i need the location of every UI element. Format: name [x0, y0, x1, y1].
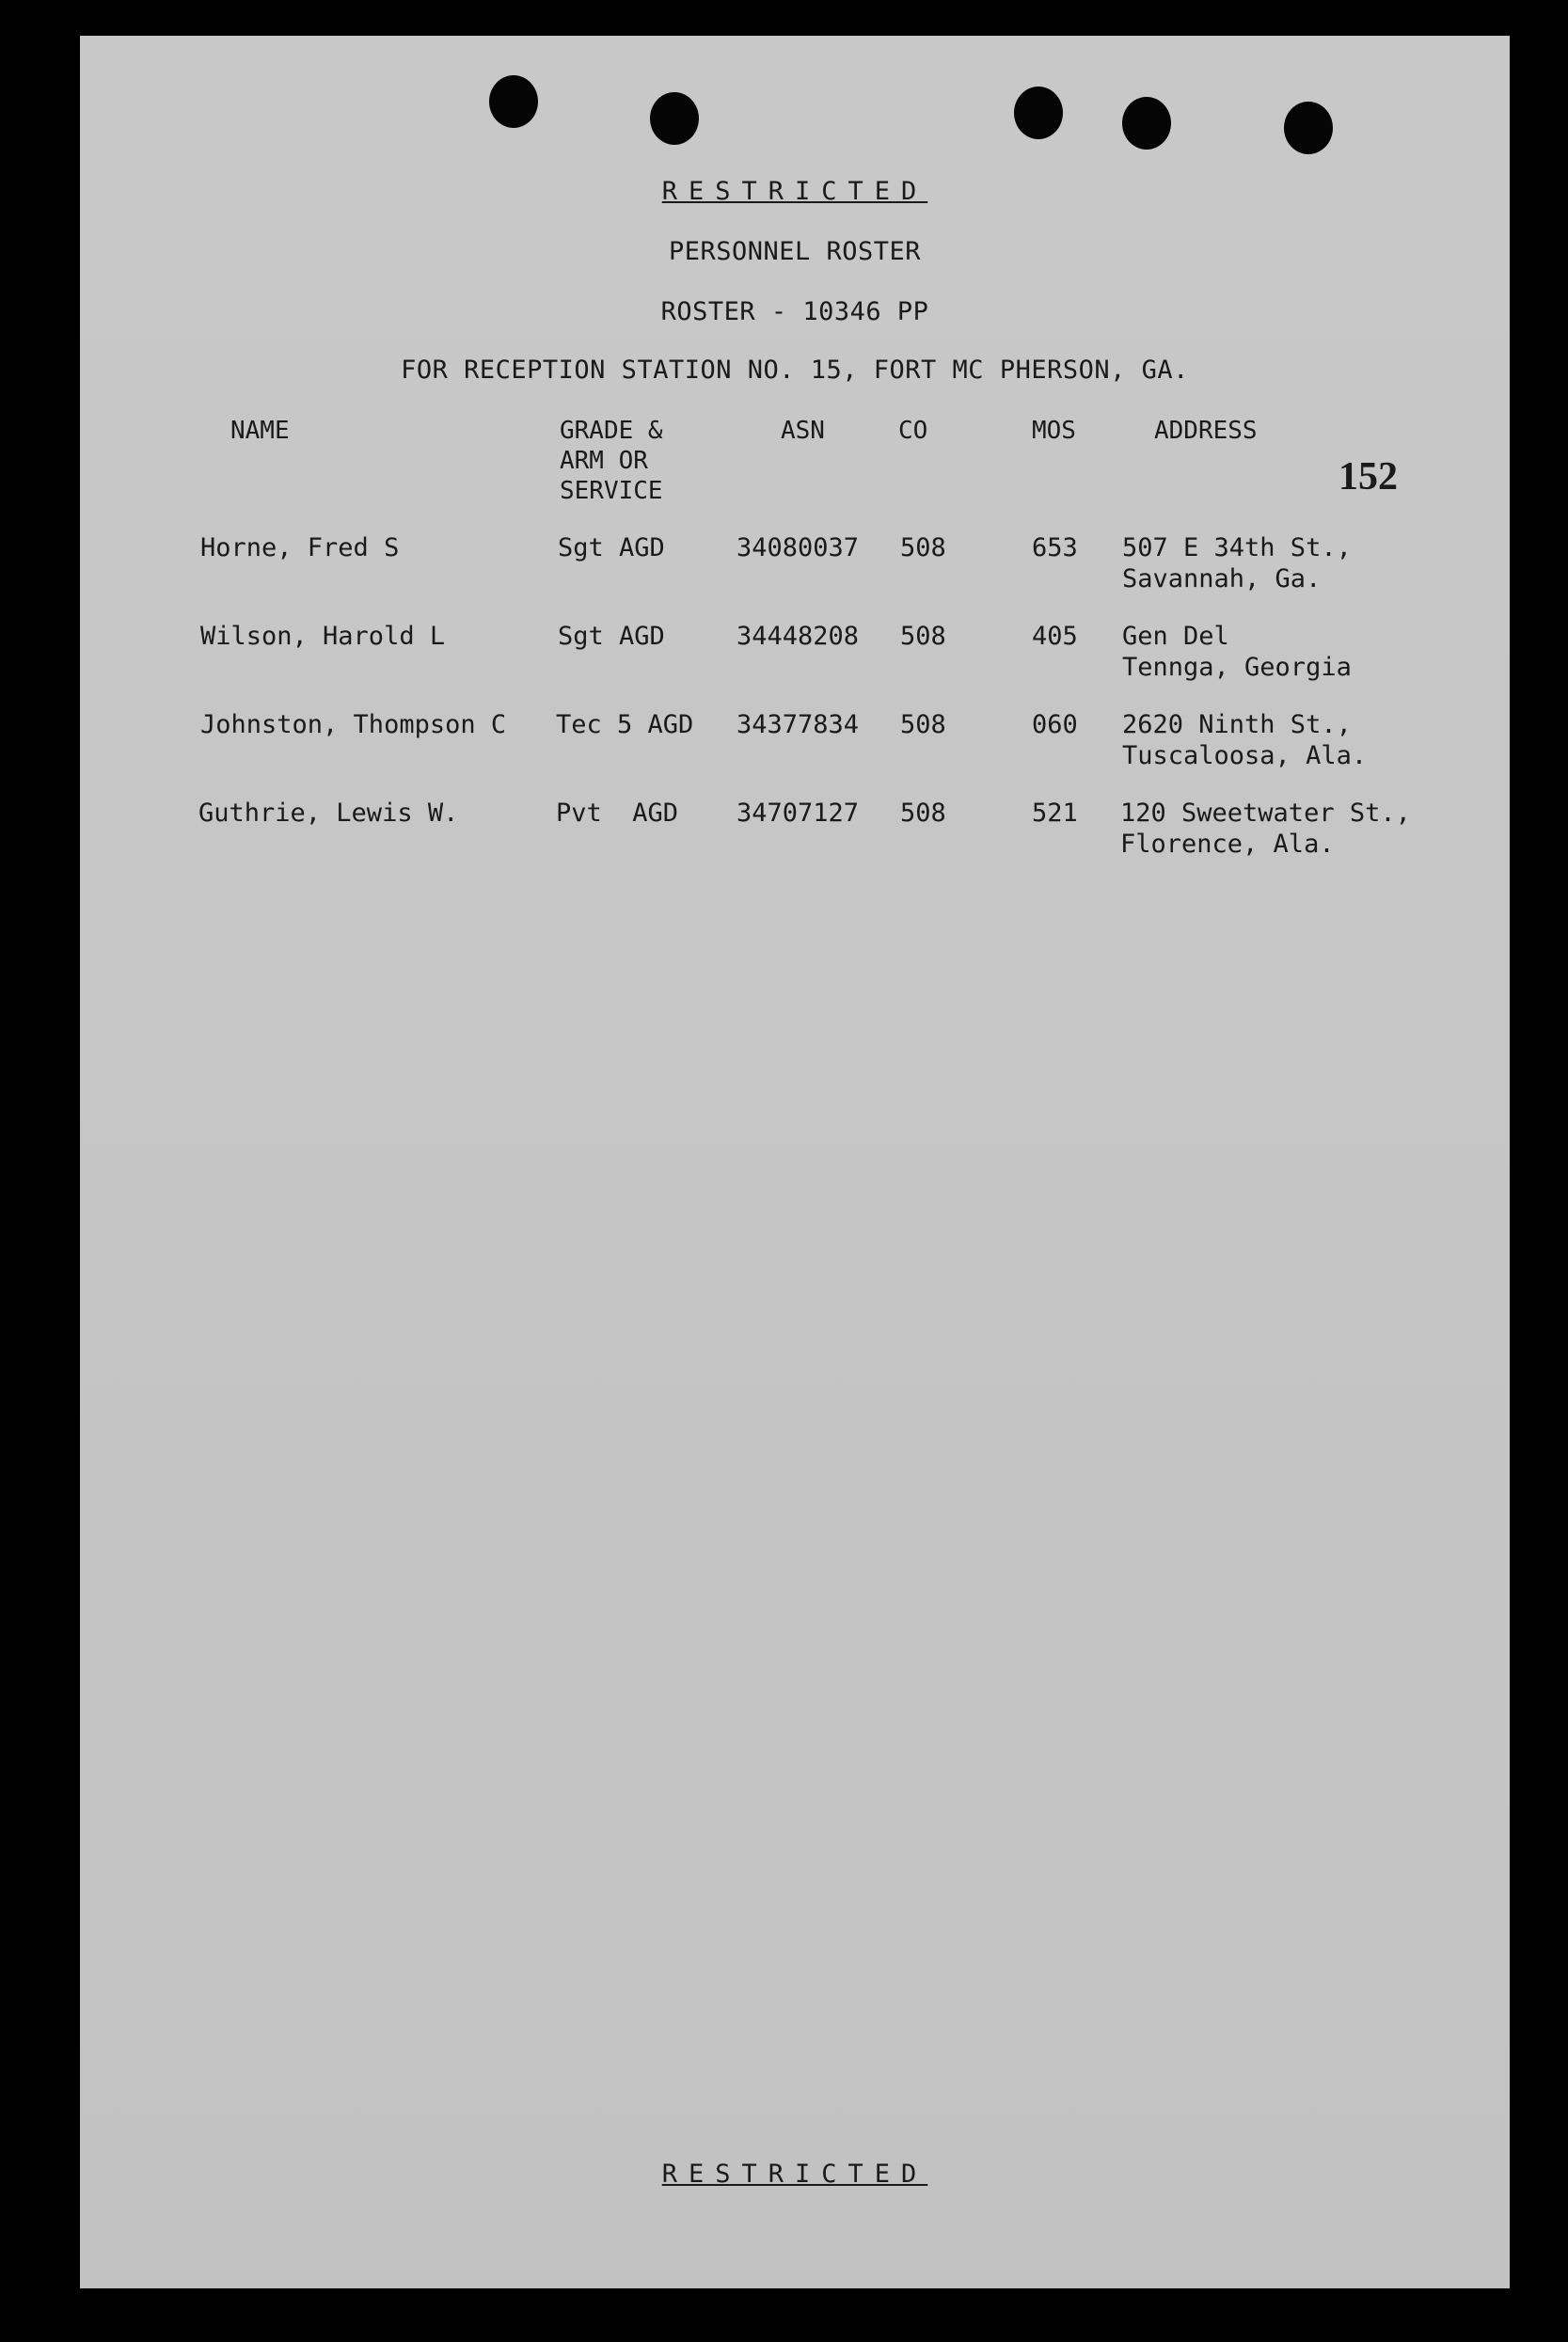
column-header-name: NAME: [230, 417, 290, 445]
cell-grade: Sgt AGD: [558, 533, 665, 562]
cell-address: 507 E 34th St., Savannah, Ga.: [1122, 533, 1352, 593]
cell-name: Johnston, Thompson C: [200, 710, 507, 739]
cell-mos: 521: [1032, 799, 1078, 828]
cell-asn: 34080037: [736, 533, 860, 562]
classification-top: RESTRICTED: [661, 177, 928, 206]
column-header-grade: GRADE & ARM OR SERVICE: [560, 417, 663, 505]
page-number: 152: [1338, 455, 1398, 498]
punch-hole: [1122, 97, 1171, 150]
column-header-address: ADDRESS: [1154, 417, 1258, 445]
table-row: [80, 798, 1510, 873]
cell-name: Guthrie, Lewis W.: [198, 799, 459, 828]
column-header-mos: MOS: [1032, 417, 1076, 445]
cell-co: 508: [900, 533, 946, 562]
table-row: [80, 621, 1510, 696]
roster-page: [80, 36, 1510, 2288]
column-header-asn: ASN: [781, 417, 825, 445]
punch-hole: [1014, 87, 1063, 139]
document-title: PERSONNEL ROSTER: [668, 237, 922, 266]
cell-co: 508: [900, 710, 946, 739]
cell-mos: 060: [1032, 710, 1078, 739]
cell-grade: Tec 5 AGD: [556, 710, 694, 739]
punch-hole: [650, 92, 699, 145]
cell-asn: 34707127: [736, 799, 860, 828]
cell-co: 508: [900, 622, 946, 651]
cell-mos: 653: [1032, 533, 1078, 562]
cell-co: 508: [900, 799, 946, 828]
cell-name: Horne, Fred S: [200, 533, 400, 562]
station-line: FOR RECEPTION STATION NO. 15, FORT MC PHERSON, GA.: [401, 356, 1189, 385]
punch-hole: [1284, 102, 1333, 154]
table-row: [80, 709, 1510, 784]
cell-asn: 34448208: [736, 622, 860, 651]
cell-name: Wilson, Harold L: [200, 622, 446, 651]
column-header-co: CO: [898, 417, 928, 445]
roster-number: ROSTER - 10346 PP: [660, 297, 929, 326]
cell-address: Gen Del Tennga, Georgia: [1122, 622, 1352, 682]
cell-grade: Sgt AGD: [558, 622, 665, 651]
cell-address: 120 Sweetwater St., Florence, Ala.: [1120, 799, 1411, 859]
table-row: [80, 532, 1510, 608]
cell-address: 2620 Ninth St., Tuscaloosa, Ala.: [1122, 710, 1368, 770]
punch-hole: [489, 75, 538, 128]
cell-grade: Pvt AGD: [556, 799, 679, 828]
classification-bottom: RESTRICTED: [661, 2160, 928, 2189]
cell-mos: 405: [1032, 622, 1078, 651]
cell-asn: 34377834: [736, 710, 860, 739]
